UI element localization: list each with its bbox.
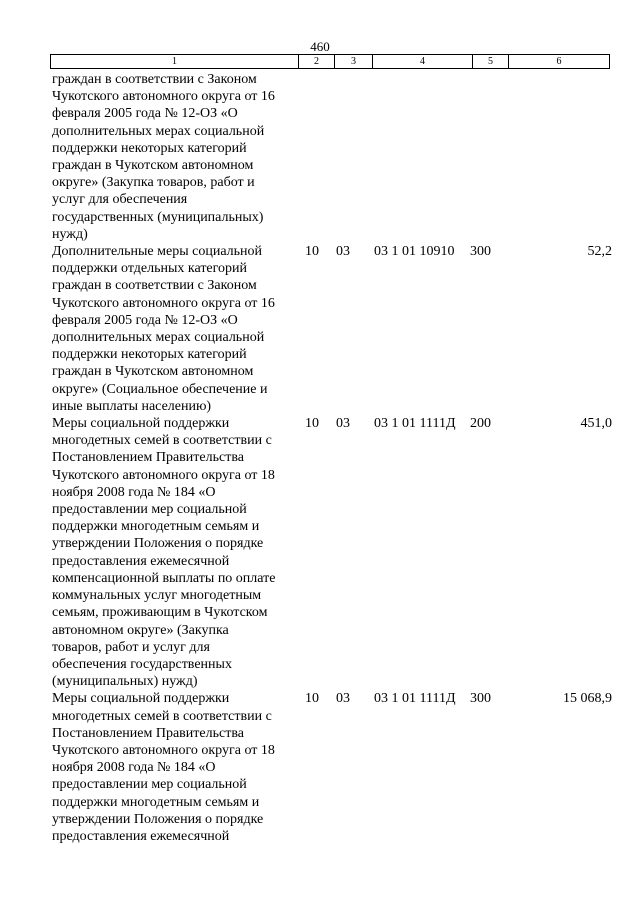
row-description: граждан в соответствии с Законом Чукотского автономного округа от 16 февраля 2005 года № 12-ОЗ «О дополнительных мерах социальной поддержки некоторых категорий граждан в Чукотском автономном округе» (Закупка товаров, работ и услуг для обеспечения государственных (муниципальных) нужд) (52, 72, 275, 242)
table-body (52, 71, 612, 845)
row-description: Меры социальной поддержки многодетных семей в соответствии с Постановлением Правительства Чукотского автономного округа от 18 ноября 2008 года № 184 «О предоставлении мер социальной поддержки многодетным семьям и утверждении Положения о порядке предоставления ежемесячной (52, 691, 275, 844)
row-section-code: 10 (305, 691, 319, 707)
table-row (52, 415, 612, 690)
header-col-3: 3 (335, 55, 373, 68)
row-target-code: 03 1 01 10910 (374, 244, 455, 260)
header-col-4: 4 (373, 55, 473, 68)
row-subsection-code: 03 (336, 691, 350, 707)
row-subsection-code: 03 (336, 416, 350, 432)
page-number: 460 (310, 39, 330, 54)
row-target-code: 03 1 01 1111Д (374, 691, 456, 707)
row-description: Меры социальной поддержки многодетных семей в соответствии с Постановлением Правительства Чукотского автономного округа от 18 ноября 2008 года № 184 «О предоставлении мер социальной поддержки многодетным семьям и утверждении Положения о порядке предоставления ежемесячной компенсационной выплаты по оплате коммунальных услуг многодетным семьям, проживающим в Чукотском автономном округе» (Закупка товаров, работ и услуг для обеспечения государственных (муниципальных) нужд) (52, 416, 276, 690)
header-col-2: 2 (299, 55, 335, 68)
table-header (50, 54, 610, 69)
header-col-5: 5 (473, 55, 509, 68)
row-subsection-code: 03 (336, 244, 350, 260)
row-expense-type: 300 (470, 244, 491, 260)
row-amount: 451,0 (580, 416, 612, 432)
row-expense-type: 200 (470, 416, 491, 432)
table-row (52, 243, 612, 415)
row-amount: 15 068,9 (563, 691, 612, 707)
row-description: Дополнительные меры социальной поддержки отдельных категорий граждан в соответствии с Законом Чукотского автономного округа от 16 февраля 2005 года № 12-ОЗ «О дополнительных мерах социальной поддержки некоторых категорий граждан в Чукотском автономном округе» (Социальное обеспечение и иные выплаты населению) (52, 244, 275, 414)
row-amount: 52,2 (587, 244, 612, 260)
header-col-1: 1 (51, 55, 299, 68)
header-col-6: 6 (556, 56, 562, 67)
table-row (52, 690, 612, 845)
row-expense-type: 300 (470, 691, 491, 707)
row-section-code: 10 (305, 244, 319, 260)
row-section-code: 10 (305, 416, 319, 432)
row-target-code: 03 1 01 1111Д (374, 416, 456, 432)
table-row (52, 71, 612, 243)
